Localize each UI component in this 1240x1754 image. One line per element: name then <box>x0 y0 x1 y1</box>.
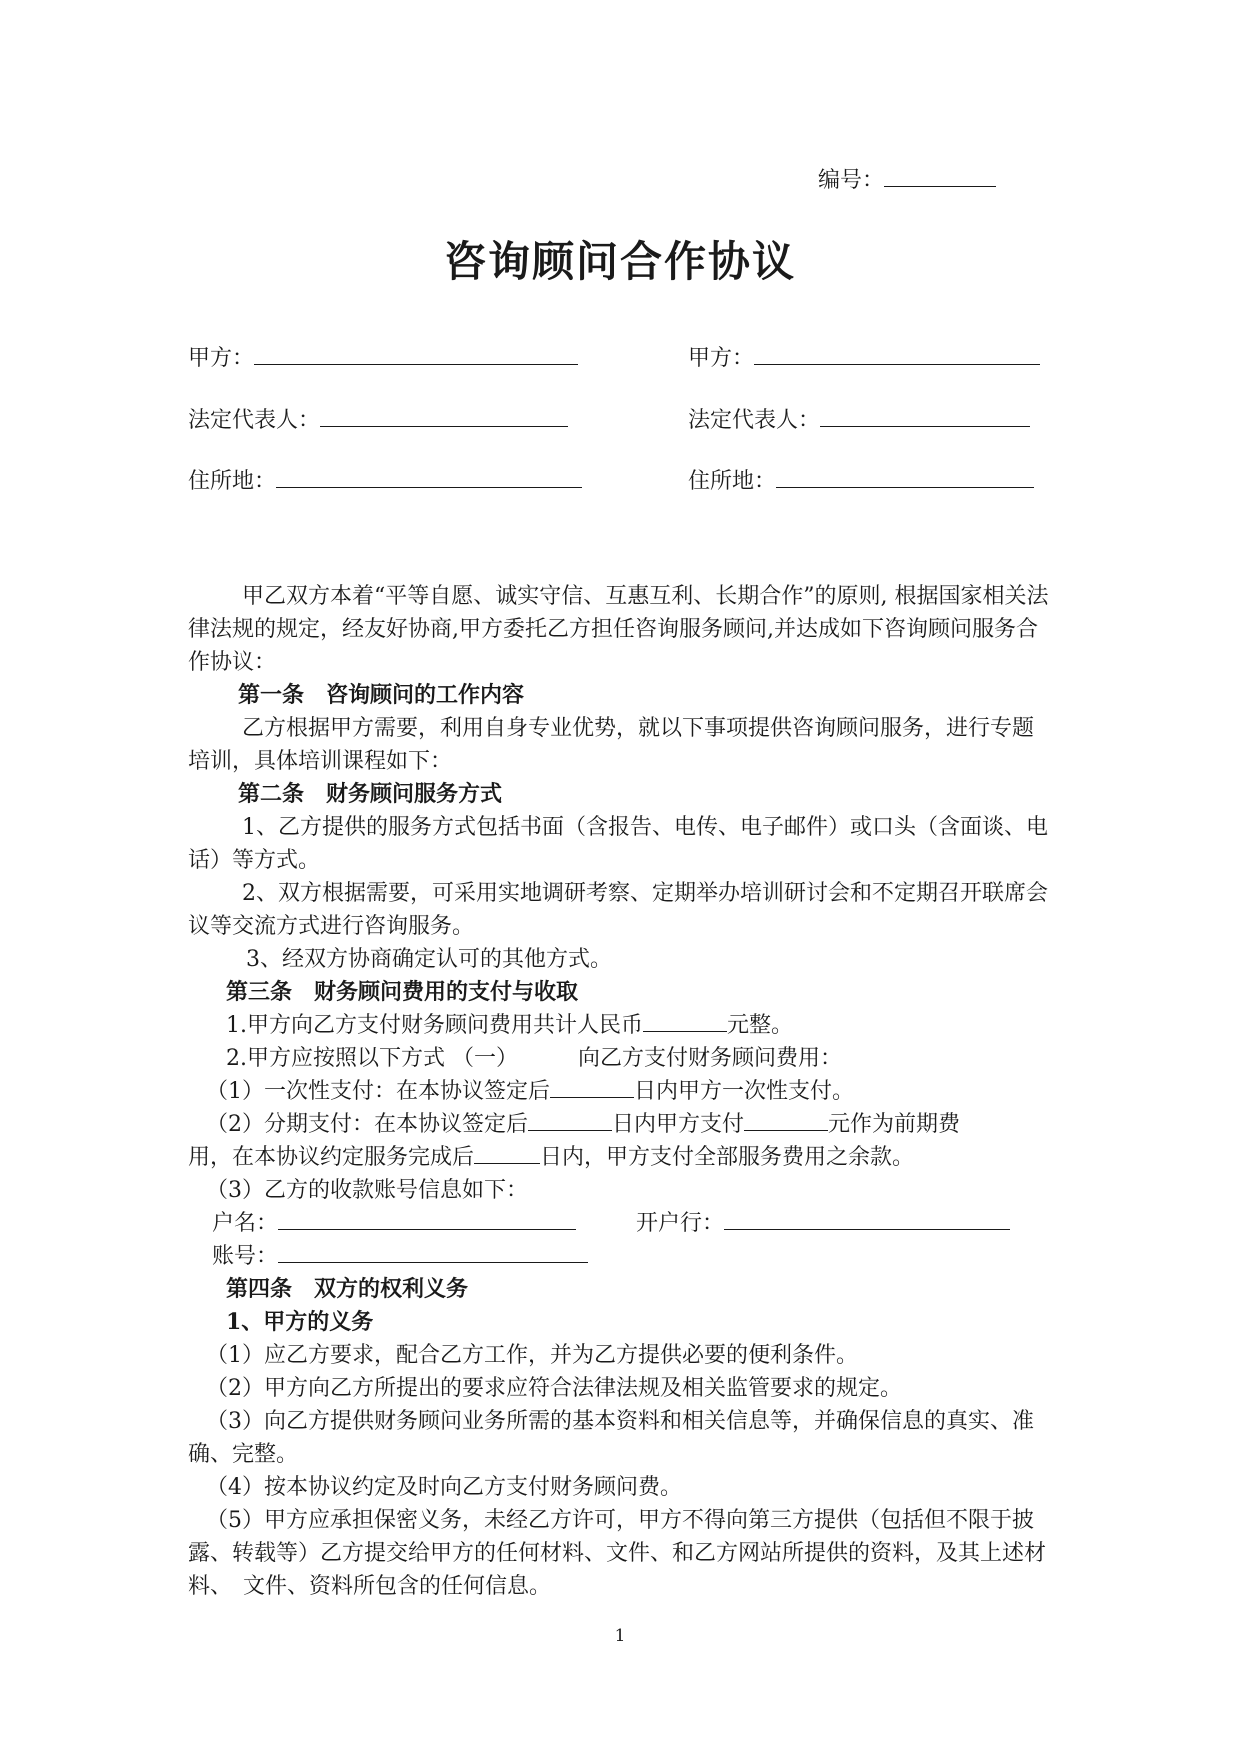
article-4-heading: 第四条 双方的权利义务 <box>226 1276 469 1302</box>
duty-2: （2）甲方向乙方所提出的要求应符合法律法规及相关监管要求的规定。 <box>206 1376 902 1401</box>
installment-remainder-blank <box>474 1141 540 1164</box>
address-a-field <box>188 463 582 498</box>
page-number: 1 <box>614 1626 626 1646</box>
lump-sum-text-2: 日内甲方一次性支付。 <box>634 1079 855 1104</box>
account-number-label: 账号： <box>212 1244 279 1269</box>
party-b-field <box>688 340 1040 375</box>
article-3-heading: 第三条 财务顾问费用的支付与收取 <box>226 979 579 1005</box>
duty-4: （4）按本协议约定及时向乙方支付财务顾问费。 <box>206 1475 682 1500</box>
address-b-label: 住所地： <box>688 469 777 494</box>
legal-rep-b-label: 法定代表人： <box>688 408 821 433</box>
payment-total-blank <box>643 1009 727 1032</box>
installment-text-3: 元作为前期费 <box>828 1112 961 1137</box>
account-info-heading: （3）乙方的收款账号信息如下： <box>206 1178 528 1203</box>
legal-rep-b-field <box>688 402 1030 437</box>
installment-remainder-text: 用，在本协议约定服务完成后 <box>188 1145 475 1170</box>
address-b-line <box>776 463 1034 488</box>
party-a-line <box>254 340 578 365</box>
payment-total-unit: 元整。 <box>727 1013 794 1038</box>
document-title: 咨询顾问合作协议 <box>443 237 796 286</box>
duty-5: （5）甲方应承担保密义务，未经乙方许可，甲方不得向第三方提供（包括但不限于披露、转载等）乙方提交给甲方的任何材料、文件、和乙方网站所提供的资料，及其上述材料、 文件、资料所包含的任何信息。 <box>188 1508 1047 1599</box>
bank-field <box>636 1207 1010 1240</box>
duty-3: （3）向乙方提供财务顾问业务所需的基本资料和相关信息等，并确保信息的真实、准确、完整。 <box>188 1409 1034 1467</box>
lump-sum-line <box>206 1075 854 1108</box>
article-1-heading: 第一条 咨询顾问的工作内容 <box>238 682 525 708</box>
installment-amount-blank <box>744 1108 828 1131</box>
bank-label: 开户行： <box>636 1211 725 1236</box>
contract-number <box>818 164 996 197</box>
article-2-item-3: 3、经双方协商确定认可的其他方式。 <box>246 947 612 972</box>
contract-number-label: 编号： <box>818 168 885 193</box>
lump-sum-days-blank <box>550 1075 634 1098</box>
party-a-label: 甲方： <box>188 346 255 371</box>
account-name-field <box>212 1207 576 1240</box>
installment-line <box>206 1108 960 1141</box>
account-number-field <box>212 1240 588 1273</box>
legal-rep-a-line <box>320 402 568 427</box>
article-4-subheading: 1、甲方的义务 <box>226 1309 374 1335</box>
payment-total-line <box>226 1009 793 1042</box>
article-1-body: 乙方根据甲方需要，利用自身专业优势，就以下事项提供咨询顾问服务，进行专题培训，具体培训课程如下： <box>188 716 1035 774</box>
legal-rep-b-line <box>820 402 1030 427</box>
installment-days-blank <box>528 1108 612 1131</box>
article-2-item-2: 2、双方根据需要，可采用实地调研考察、定期举办培训研讨会和不定期召开联席会议等交流方式进行咨询服务。 <box>188 881 1048 939</box>
address-b-field <box>688 463 1034 498</box>
article-2-item-1: 1、乙方提供的服务方式包括书面（含报告、电传、电子邮件）或口头（含面谈、电话）等方式。 <box>188 815 1048 873</box>
address-a-label: 住所地： <box>188 469 277 494</box>
contract-number-blank <box>884 164 996 187</box>
party-b-line <box>754 340 1040 365</box>
duty-1: （1）应乙方要求，配合乙方工作，并为乙方提供必要的便利条件。 <box>206 1343 858 1368</box>
payment-method-line <box>226 1042 842 1075</box>
article-2-heading: 第二条 财务顾问服务方式 <box>238 781 503 807</box>
party-b-label: 甲方： <box>688 346 755 371</box>
installment-text: （2）分期支付：在本协议签定后 <box>206 1112 528 1137</box>
account-name-label: 户名： <box>212 1211 279 1236</box>
legal-rep-a-field <box>188 402 568 437</box>
bank-line <box>724 1207 1010 1230</box>
installment-line-2 <box>188 1141 914 1174</box>
payment-total-text: 1.甲方向乙方支付财务顾问费用共计人民币 <box>226 1013 643 1038</box>
payment-method-text-2: 向乙方支付财务顾问费用： <box>577 1046 842 1071</box>
account-number-line <box>278 1240 588 1263</box>
account-name-line <box>278 1207 576 1230</box>
intro-paragraph: 甲乙双方本着“平等自愿、诚实守信、互惠互利、长期合作”的原则, 根据国家相关法律法规的规定，经友好协商,甲方委托乙方担任咨询服务顾问,并达成如下咨询顾问服务合作协议： <box>188 584 1049 675</box>
installment-remainder-text-2: 日内，甲方支付全部服务费用之余款。 <box>540 1145 915 1170</box>
party-a-field <box>188 340 578 375</box>
installment-text-2: 日内甲方支付 <box>612 1112 745 1137</box>
address-a-line <box>276 463 582 488</box>
legal-rep-a-label: 法定代表人： <box>188 408 321 433</box>
payment-method-text: 2.甲方应按照以下方式 （一） <box>226 1046 518 1071</box>
lump-sum-text: （1）一次性支付：在本协议签定后 <box>206 1079 550 1104</box>
